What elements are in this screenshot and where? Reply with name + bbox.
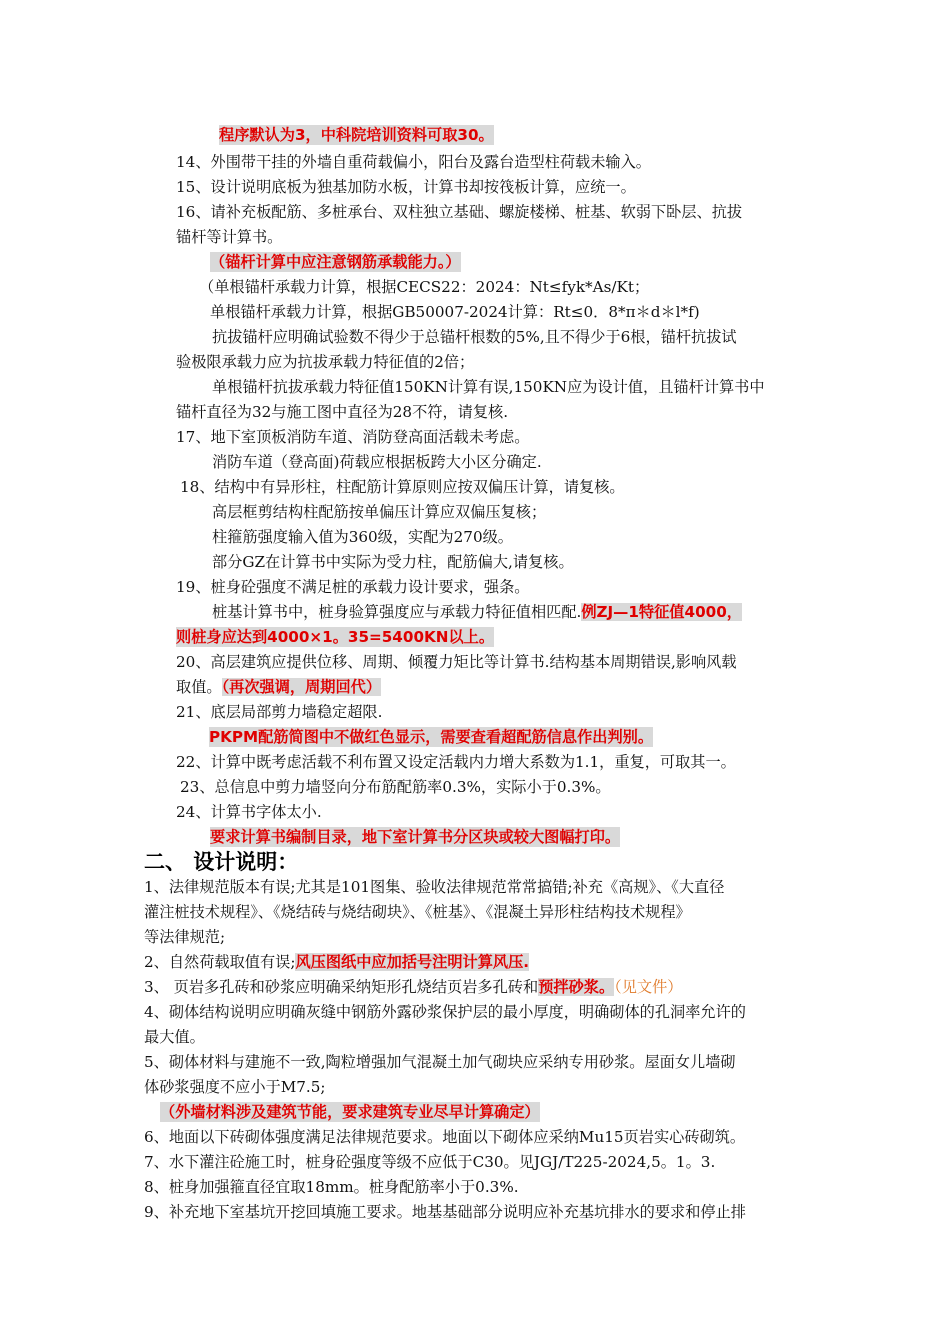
design-item-9: 9、补充地下室基坑开挖回填施工要求。地基基础部分说明应补充基坑排水的要求和停止排 — [144, 1203, 746, 1221]
design-item-6: 6、地面以下砖砌体强度满足法律规范要求。地面以下砌体应采纳Mu15页岩实心砖砌筑。 — [144, 1128, 746, 1146]
item-19-note-red-cont: 则桩身应达到4000×1。35=5400KN以上。 — [176, 628, 495, 646]
anchor-calc-cecs: （单根锚杆承载力计算，根据CECS22：2024：Nt≤fyk*As/Kt； — [199, 278, 650, 296]
item-16-cont: 锚杆等计算书。 — [176, 228, 283, 246]
item-18-note-2: 柱箍筋强度输入值为360级，实配为270级。 — [212, 528, 513, 546]
design-item-3 — [144, 977, 682, 997]
design-item-4-cont: 最大值。 — [144, 1028, 205, 1046]
item-21: 21、底层局部剪力墙稳定超限. — [176, 703, 383, 721]
item-20-cont-text: 取值。 — [176, 678, 222, 696]
item-20: 20、高层建筑应提供位移、周期、倾覆力矩比等计算书.结构基本周期错误,影响风载 — [176, 653, 737, 671]
design-item-1-cont-2: 等法律规范; — [144, 928, 226, 946]
item-19: 19、桩身砼强度不满足桩的承载力设计要求，强条。 — [176, 578, 530, 596]
item-16: 16、请补充板配筋、多桩承台、双柱独立基础、螺旋楼梯、桩基、软弱下卧层、抗拔 — [176, 203, 743, 221]
item-24: 24、计算书字体太小. — [176, 803, 322, 821]
design-item-2 — [144, 952, 529, 972]
section-heading-design-notes: 二、 设计说明： — [144, 850, 299, 874]
note-wall-material: （外墙材料涉及建筑节能，要求建筑专业尽早计算确定） — [160, 1103, 540, 1121]
anchor-calc-gb: 单根锚杆承载力计算，根据GB50007-2024计算：Rt≤0．8*π＊d＊l*f) — [210, 303, 700, 321]
item-15: 15、设计说明底板为独基加防水板，计算书却按筏板计算，应统一。 — [176, 178, 636, 196]
design-item-1: 1、法律规范版本有误;尤其是101图集、验收法律规范常常搞错;补充《高规》、《大直径 — [144, 878, 725, 896]
item-18-note-3: 部分GZ在计算书中实际为受力柱，配筋偏大,请复核。 — [212, 553, 574, 571]
note-calc-book: 要求计算书编制目录，地下室计算书分区块或较大图幅打印。 — [210, 828, 621, 846]
note-default-value: 程序默认为3，中科院培训资料可取30。 — [219, 126, 494, 144]
item-20-cont — [176, 677, 381, 697]
anchor-capacity-error-cont: 锚杆直径为32与施工图中直径为28不符，请复核. — [176, 403, 509, 421]
item-19-note — [212, 602, 742, 622]
item-19-note-red: 例ZJ—1特征值4000， — [581, 603, 742, 621]
design-item-2-text: 2、自然荷载取值有误; — [144, 953, 296, 971]
note-anchor-capacity: （锚杆计算中应注意钢筋承载能力。） — [210, 253, 461, 271]
design-item-7: 7、水下灌注砼施工时，桩身砼强度等级不应低于C30。见JGJ/T225-2024,5。1。3. — [144, 1153, 716, 1171]
design-item-3-text: 3、 页岩多孔砖和砂浆应明确采纳矩形孔烧结页岩多孔砖和 — [144, 978, 539, 996]
item-18-note-1: 高层框剪结构柱配筋按单偏压计算应双偏压复核； — [212, 503, 547, 521]
item-20-cont-red: （再次强调，周期回代） — [221, 678, 382, 696]
item-23: 23、总信息中剪力墙竖向分布筋配筋率0.3%，实际小于0.3%。 — [180, 778, 611, 796]
design-item-5-cont: 体砂浆强度不应小于M7.5; — [144, 1078, 326, 1096]
design-item-2-red: 风压图纸中应加括号注明计算风压. — [295, 953, 530, 971]
item-17-note: 消防车道（登高面)荷载应根据板跨大小区分确定. — [212, 453, 542, 471]
item-14: 14、外围带干挂的外墙自重荷载偏小，阳台及露台造型柱荷载未输入。 — [176, 153, 651, 171]
item-17: 17、地下室顶板消防车道、消防登高面活载未考虑。 — [176, 428, 530, 446]
design-item-1-cont: 灌注桩技术规程》、《烧结砖与烧结砌块》、《桩基》、《混凝土异形柱结构技术规程》 — [144, 903, 691, 921]
design-item-5: 5、砌体材料与建施不一致,陶粒增强加气混凝土加气砌块应采纳专用砂浆。屋面女儿墙砌 — [144, 1053, 736, 1071]
design-item-3-see-file: （见文件） — [614, 978, 683, 996]
design-item-8: 8、桩身加强箍直径宜取18mm。桩身配筋率小于0.3%. — [144, 1178, 519, 1196]
anchor-capacity-error: 单根锚杆抗拔承载力特征值150KN计算有误,150KN应为设计值，且锚杆计算书中 — [212, 378, 765, 396]
item-18: 18、结构中有异形柱，柱配筋计算原则应按双偏压计算，请复核。 — [180, 478, 625, 496]
design-item-4: 4、砌体结构说明应明确灰缝中钢筋外露砂浆保护层的最小厚度，明确砌体的孔洞率允许的 — [144, 1003, 746, 1021]
anchor-test-count-cont: 验极限承载力应为抗拔承载力特征值的2倍； — [176, 353, 475, 371]
anchor-test-count: 抗拔锚杆应明确试验数不得少于总锚杆根数的5%,且不得少于6根，锚杆抗拔试 — [212, 328, 737, 346]
item-22: 22、计算中既考虑活载不利布置又设定活载内力增大系数为1.1，重复，可取其一。 — [176, 753, 736, 771]
note-pkpm: PKPM配筋简图中不做红色显示，需要查看超配筋信息作出判别。 — [209, 728, 654, 746]
item-19-note-text: 桩基计算书中，桩身验算强度应与承载力特征值相匹配. — [212, 603, 582, 621]
design-item-3-red: 预拌砂浆。 — [538, 978, 615, 996]
